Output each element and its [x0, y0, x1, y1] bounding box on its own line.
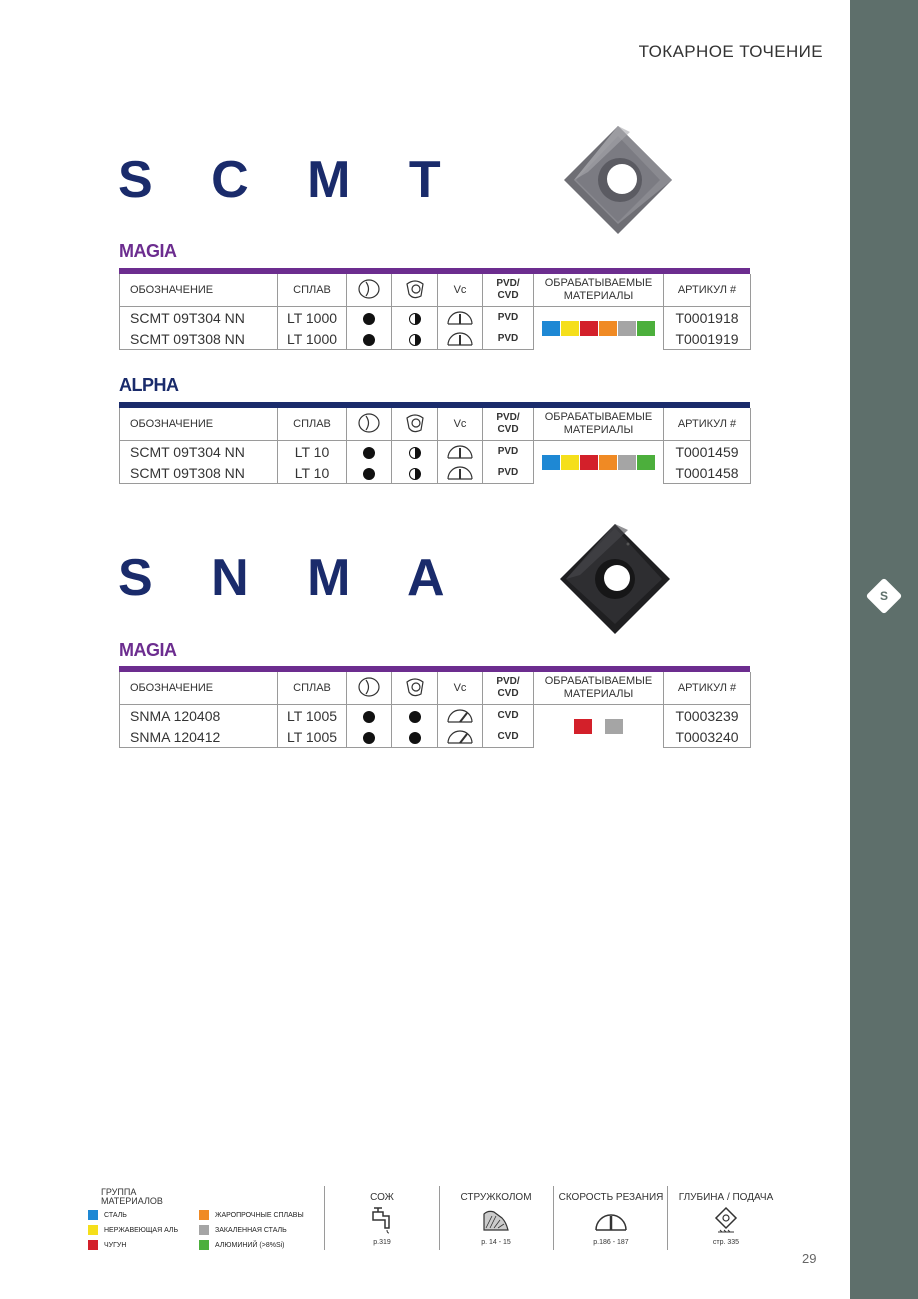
product-title-snma: S N M A: [118, 549, 467, 607]
page-header-title: ТОКАРНОЕ ТОЧЕНИЕ: [638, 42, 823, 61]
snma-insert-image: [556, 520, 674, 638]
col-coating: PVD/ CVD: [483, 408, 534, 441]
material-swatch: [574, 719, 592, 734]
speed-gauge-icon: [438, 328, 483, 350]
speed-gauge-icon: [592, 1206, 630, 1234]
material-swatch: [542, 321, 560, 336]
legend-material-steel: СТАЛЬ: [88, 1210, 127, 1220]
col-chipbreaker-icon: [392, 274, 438, 307]
table-magia-scmt: [119, 274, 751, 350]
legend-depth-feed: ГЛУБИНА / ПОДАЧА стр. 335: [678, 1192, 774, 1246]
side-bar: [850, 0, 918, 1299]
speed-gauge-icon: [438, 307, 483, 329]
col-chipbreaker-icon: [392, 408, 438, 441]
article-cell: T0001459: [664, 441, 751, 463]
col-materials: ОБРАБАТЫВАЕМЫЕ МАТЕРИАЛЫ: [534, 672, 664, 705]
legend-speed: СКОРОСТЬ РЕЗАНИЯ p.186 - 187: [558, 1192, 664, 1246]
brand-magia-scmt: MAGIA: [119, 241, 177, 261]
page-number: 29: [802, 1251, 817, 1266]
material-swatch: [618, 321, 636, 336]
coolant-cell: [347, 307, 392, 329]
article-cell: T0003240: [664, 726, 751, 748]
legend-material-stainless: НЕРЖАВЕЮЩАЯ АЛЬ: [88, 1225, 178, 1235]
chipbreaker-cell: [392, 441, 438, 463]
col-article: АРТИКУЛ #: [664, 672, 751, 705]
coating-cell: PVD: [483, 328, 534, 350]
legend-material-cast-iron: ЧУГУН: [88, 1240, 126, 1250]
chipbreaker-icon: [480, 1206, 512, 1234]
coating-cell: CVD: [483, 705, 534, 727]
col-article: АРТИКУЛ #: [664, 274, 751, 307]
coating-cell: PVD: [483, 441, 534, 463]
col-article: АРТИКУЛ #: [664, 408, 751, 441]
chipbreaker-cell: [392, 462, 438, 484]
material-swatch: [605, 719, 623, 734]
material-swatch: [637, 455, 655, 470]
grade-cell: LT 1000: [278, 307, 347, 329]
article-cell: T0001918: [664, 307, 751, 329]
col-vc: Vc: [438, 408, 483, 441]
materials-cell: [534, 307, 664, 350]
col-chipbreaker-icon: [392, 672, 438, 705]
coating-cell: PVD: [483, 462, 534, 484]
designation-cell: SCMT 09T304 NN: [120, 441, 278, 463]
product-title-scmt: S C M T: [118, 151, 463, 209]
chipbreaker-cell: [392, 328, 438, 350]
legend-divider: [667, 1186, 668, 1250]
table-row: [120, 441, 751, 463]
col-vc: Vc: [438, 274, 483, 307]
speed-gauge-icon: [438, 441, 483, 463]
material-swatch: [580, 455, 598, 470]
material-swatch: [542, 455, 560, 470]
legend-divider: [324, 1186, 325, 1250]
coolant-cell: [347, 328, 392, 350]
materials-cell: [534, 705, 664, 748]
grade-cell: LT 1000: [278, 328, 347, 350]
speed-gauge-icon: [438, 462, 483, 484]
table-magia-snma: [119, 672, 751, 748]
material-swatch: [637, 321, 655, 336]
material-swatch: [561, 321, 579, 336]
material-swatch: [599, 455, 617, 470]
legend-material-hardened: ЗАКАЛЕННАЯ СТАЛЬ: [199, 1225, 287, 1235]
designation-cell: SNMA 120408: [120, 705, 278, 727]
speed-gauge-icon: [438, 726, 483, 748]
scmt-insert-image: [560, 122, 676, 238]
legend-material-heat-resistant: ЖАРОПРОЧНЫЕ СПЛАВЫ: [199, 1210, 304, 1220]
table-row: [120, 307, 751, 329]
col-designation: ОБОЗНАЧЕНИЕ: [120, 408, 278, 441]
designation-cell: SNMA 120412: [120, 726, 278, 748]
grade-cell: LT 1005: [278, 705, 347, 727]
article-cell: T0001458: [664, 462, 751, 484]
legend-material-aluminium: АЛЮМИНИЙ (>8%Si): [199, 1240, 285, 1250]
coolant-cell: [347, 726, 392, 748]
legend-divider: [439, 1186, 440, 1250]
col-materials: ОБРАБАТЫВАЕМЫЕ МАТЕРИАЛЫ: [534, 274, 664, 307]
legend-chipbreaker: СТРУЖКОЛОМ p. 14 - 15: [460, 1192, 532, 1246]
col-grade: СПЛАВ: [278, 672, 347, 705]
coolant-cell: [347, 441, 392, 463]
grade-cell: LT 10: [278, 441, 347, 463]
table-row: [120, 705, 751, 727]
legend-divider: [553, 1186, 554, 1250]
col-designation: ОБОЗНАЧЕНИЕ: [120, 274, 278, 307]
designation-cell: SCMT 09T304 NN: [120, 307, 278, 329]
speed-gauge-icon: [438, 705, 483, 727]
material-swatch: [599, 321, 617, 336]
col-grade: СПЛАВ: [278, 274, 347, 307]
brand-alpha-scmt: ALPHA: [119, 375, 179, 395]
coolant-cell: [347, 462, 392, 484]
col-coating: PVD/ CVD: [483, 274, 534, 307]
material-swatch: [561, 455, 579, 470]
section-tab-letter: S: [879, 589, 888, 603]
col-materials: ОБРАБАТЫВАЕМЫЕ МАТЕРИАЛЫ: [534, 408, 664, 441]
coating-cell: PVD: [483, 307, 534, 329]
grade-cell: LT 10: [278, 462, 347, 484]
coolant-cell: [347, 705, 392, 727]
brand-magia-snma: MAGIA: [119, 640, 177, 660]
chipbreaker-cell: [392, 726, 438, 748]
chipbreaker-cell: [392, 307, 438, 329]
material-swatch: [618, 455, 636, 470]
legend-group-title: ГРУППА МАТЕРИАЛОВ: [101, 1187, 163, 1206]
table-alpha-scmt: [119, 408, 751, 484]
coolant-tap-icon: [367, 1206, 397, 1234]
designation-cell: SCMT 09T308 NN: [120, 462, 278, 484]
materials-cell: [534, 441, 664, 484]
coating-cell: CVD: [483, 726, 534, 748]
col-vc: Vc: [438, 672, 483, 705]
article-cell: T0001919: [664, 328, 751, 350]
col-grade: СПЛАВ: [278, 408, 347, 441]
col-designation: ОБОЗНАЧЕНИЕ: [120, 672, 278, 705]
grade-cell: LT 1005: [278, 726, 347, 748]
designation-cell: SCMT 09T308 NN: [120, 328, 278, 350]
chipbreaker-cell: [392, 705, 438, 727]
col-coolant-icon: [347, 408, 392, 441]
article-cell: T0003239: [664, 705, 751, 727]
depth-feed-icon: [710, 1206, 742, 1234]
legend-coolant: СОЖ p.319: [346, 1192, 418, 1246]
col-coating: PVD/ CVD: [483, 672, 534, 705]
col-coolant-icon: [347, 274, 392, 307]
col-coolant-icon: [347, 672, 392, 705]
material-swatch: [580, 321, 598, 336]
